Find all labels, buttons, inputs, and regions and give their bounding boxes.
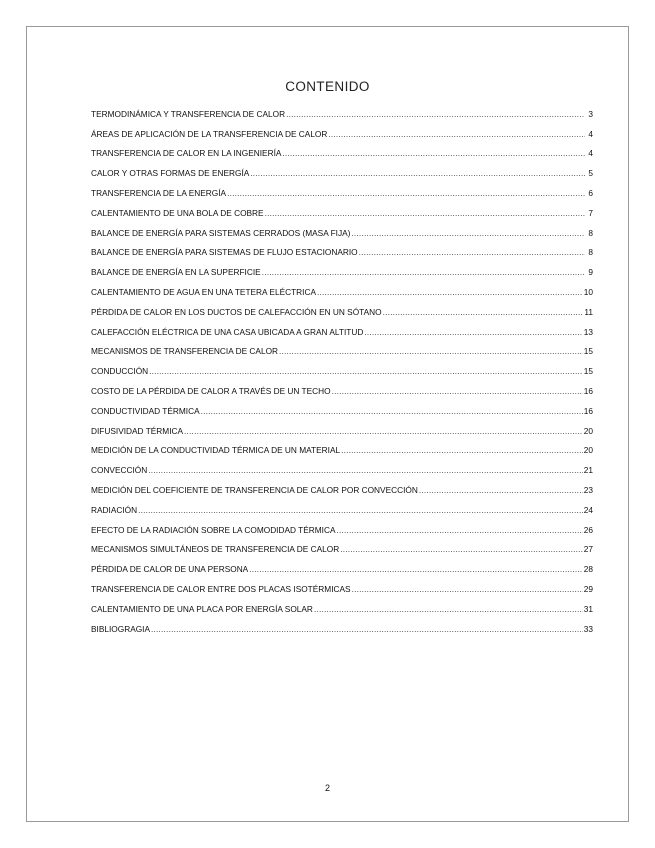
- toc-entry[interactable]: [91, 475, 593, 495]
- toc-leader-dots: [332, 386, 583, 396]
- toc-entry[interactable]: [91, 554, 593, 574]
- toc-leader-dots: [383, 307, 584, 317]
- toc-entry-page: 20: [583, 445, 593, 456]
- toc-entry[interactable]: [91, 238, 593, 258]
- document-page: [26, 26, 629, 822]
- toc-entry-page: 10: [583, 286, 593, 297]
- toc-entry-label: CALENTAMIENTO DE AGUA EN UNA TETERA ELÉCTRICA: [91, 286, 316, 297]
- toc-entry-page: 4: [588, 148, 593, 159]
- toc-entry[interactable]: [91, 495, 593, 515]
- toc-entry[interactable]: [91, 356, 593, 376]
- toc-entry-page: 24: [583, 504, 593, 515]
- toc-entry-page: 8: [588, 227, 593, 238]
- toc-leader-dots: [262, 267, 585, 277]
- toc-leader-dots: [148, 465, 583, 475]
- toc-entry[interactable]: [91, 396, 593, 416]
- toc-entry-page: 15: [583, 366, 593, 377]
- toc-entry-label: BALANCE DE ENERGÍA EN LA SUPERFICIE: [91, 267, 261, 278]
- table-of-contents: [91, 99, 593, 634]
- toc-entry-label: COSTO DE LA PÉRDIDA DE CALOR A TRAVÉS DE UN TECHO: [91, 385, 331, 396]
- toc-entry[interactable]: [91, 297, 593, 317]
- toc-leader-dots: [340, 544, 583, 554]
- toc-leader-dots: [317, 287, 583, 297]
- toc-entry-page: 31: [583, 603, 593, 614]
- toc-entry-label: TRANSFERENCIA DE LA ENERGÍA: [91, 187, 227, 198]
- toc-entry[interactable]: [91, 198, 593, 218]
- toc-entry-page: 11: [584, 306, 593, 317]
- toc-leader-dots: [286, 109, 585, 119]
- toc-entry-page: 4: [588, 128, 593, 139]
- toc-entry-label: RADIACIÓN: [91, 504, 138, 515]
- toc-entry-page: 5: [588, 168, 593, 179]
- toc-entry-label: DIFUSIVIDAD TÉRMICA: [91, 425, 184, 436]
- toc-entry-label: CALENTAMIENTO DE UNA BOLA DE COBRE: [91, 207, 264, 218]
- toc-entry-page: 23: [583, 484, 593, 495]
- toc-entry[interactable]: [91, 376, 593, 396]
- toc-leader-dots: [341, 445, 583, 455]
- toc-leader-dots: [201, 406, 583, 416]
- toc-entry-label: CALOR Y OTRAS FORMAS DE ENERGÍA: [91, 168, 250, 179]
- toc-entry-page: 8: [588, 247, 593, 258]
- toc-entry-label: TERMODINÁMICA Y TRANSFERENCIA DE CALOR: [91, 108, 286, 119]
- toc-entry[interactable]: [91, 574, 593, 594]
- toc-leader-dots: [351, 228, 585, 238]
- toc-entry-page: 29: [583, 583, 593, 594]
- toc-leader-dots: [265, 208, 585, 218]
- toc-entry[interactable]: [91, 515, 593, 535]
- page-title: CONTENIDO: [285, 79, 370, 94]
- toc-entry-label: ÁREAS DE APLICACIÓN DE LA TRANSFERENCIA DE CALOR: [91, 128, 328, 139]
- toc-entry[interactable]: [91, 455, 593, 475]
- toc-leader-dots: [184, 426, 583, 436]
- toc-entry[interactable]: [91, 436, 593, 456]
- toc-entry-page: 6: [588, 187, 593, 198]
- toc-entry-page: 3: [588, 108, 593, 119]
- toc-entry[interactable]: [91, 158, 593, 178]
- toc-entry-label: BALANCE DE ENERGÍA PARA SISTEMAS CERRADOS (MASA FIJA): [91, 227, 351, 238]
- toc-entry[interactable]: [91, 218, 593, 238]
- toc-entry-label: CONDUCTIVIDAD TÉRMICA: [91, 405, 200, 416]
- toc-entry-page: 33: [583, 623, 593, 634]
- toc-leader-dots: [364, 327, 582, 337]
- toc-entry[interactable]: [91, 119, 593, 139]
- toc-entry[interactable]: [91, 614, 593, 634]
- toc-entry-page: 26: [583, 524, 593, 535]
- page-number: 2: [324, 783, 330, 793]
- toc-entry-page: 27: [583, 544, 593, 555]
- toc-entry-label: BALANCE DE ENERGÍA PARA SISTEMAS DE FLUJO ESTACIONARIO: [91, 247, 358, 258]
- toc-leader-dots: [359, 247, 585, 257]
- toc-entry-page: 15: [583, 346, 593, 357]
- toc-entry-label: BIBLIOGRAGIA: [91, 623, 151, 634]
- toc-entry-label: TRANSFERENCIA DE CALOR ENTRE DOS PLACAS ISOTÉRMICAS: [91, 583, 351, 594]
- toc-entry[interactable]: [91, 416, 593, 436]
- toc-entry[interactable]: [91, 317, 593, 337]
- toc-leader-dots: [227, 188, 585, 198]
- toc-entry[interactable]: [91, 535, 593, 555]
- toc-entry-label: MECANISMOS SIMULTÁNEOS DE TRANSFERENCIA DE CALOR: [91, 544, 340, 555]
- toc-entry[interactable]: [91, 139, 593, 159]
- toc-leader-dots: [138, 505, 583, 515]
- toc-leader-dots: [314, 604, 583, 614]
- toc-entry-label: PÉRDIDA DE CALOR DE UNA PERSONA: [91, 564, 249, 575]
- toc-leader-dots: [149, 366, 583, 376]
- toc-entry-page: 7: [588, 207, 593, 218]
- toc-leader-dots: [337, 525, 583, 535]
- toc-entry-page: 9: [588, 267, 593, 278]
- toc-leader-dots: [279, 346, 583, 356]
- toc-entry-page: 16: [583, 385, 593, 396]
- toc-leader-dots: [352, 584, 583, 594]
- toc-leader-dots: [328, 129, 585, 139]
- toc-entry[interactable]: [91, 337, 593, 357]
- toc-entry[interactable]: [91, 277, 593, 297]
- toc-entry[interactable]: [91, 594, 593, 614]
- toc-entry[interactable]: [91, 178, 593, 198]
- toc-entry-label: CALEFACCIÓN ELÉCTRICA DE UNA CASA UBICADA A GRAN ALTITUD: [91, 326, 364, 337]
- toc-entry[interactable]: [91, 257, 593, 277]
- toc-entry-label: CALENTAMIENTO DE UNA PLACA POR ENERGÍA SOLAR: [91, 603, 313, 614]
- toc-leader-dots: [419, 485, 583, 495]
- toc-entry-label: MEDICIÓN DEL COEFICIENTE DE TRANSFERENCIA DE CALOR POR CONVECCIÓN: [91, 484, 418, 495]
- toc-entry-label: CONVECCIÓN: [91, 465, 148, 476]
- toc-leader-dots: [249, 564, 583, 574]
- toc-entry-label: MECANISMOS DE TRANSFERENCIA DE CALOR: [91, 346, 279, 357]
- toc-entry-label: CONDUCCIÓN: [91, 366, 149, 377]
- toc-entry-page: 28: [583, 564, 593, 575]
- toc-entry-page: 16: [583, 405, 593, 416]
- toc-leader-dots: [250, 168, 585, 178]
- toc-entry-label: EFECTO DE LA RADIACIÓN SOBRE LA COMODIDAD TÉRMICA: [91, 524, 336, 535]
- toc-entry-label: TRANSFERENCIA DE CALOR EN LA INGENIERÍA: [91, 148, 282, 159]
- toc-leader-dots: [151, 624, 583, 634]
- toc-entry-label: PÉRDIDA DE CALOR EN LOS DUCTOS DE CALEFACCIÓN EN UN SÓTANO: [91, 306, 382, 317]
- toc-entry-page: 21: [583, 465, 593, 476]
- toc-entry-page: 20: [583, 425, 593, 436]
- toc-leader-dots: [282, 148, 585, 158]
- toc-entry-label: MEDICIÓN DE LA CONDUCTIVIDAD TÉRMICA DE UN MATERIAL: [91, 445, 341, 456]
- toc-entry[interactable]: [91, 99, 593, 119]
- toc-entry-page: 13: [583, 326, 593, 337]
